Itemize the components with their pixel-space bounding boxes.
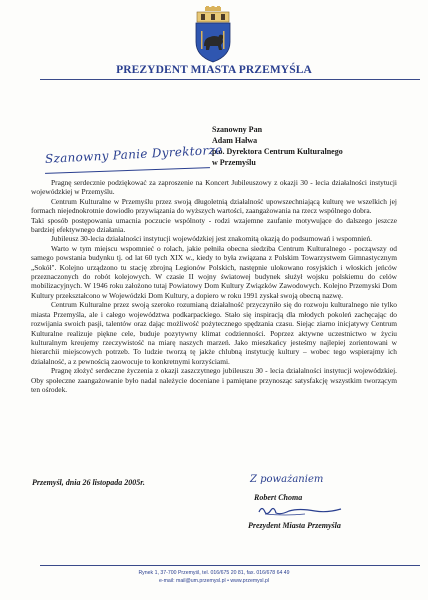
- org-title: PREZYDENT MIASTA PRZEMYŚLA: [116, 64, 312, 76]
- paragraph-thanks: Pragnę serdecznie podziękować za zaproszenie na Koncert Jubileuszowy z okazji 30 - lecia działalności instytucji wojewódzkiej w Przemyślu.: [31, 178, 397, 197]
- signature-scribble: [255, 503, 345, 519]
- paragraph-community: Taki sposób postępowania umacnia poczucie wspólnoty - rodzi wzajemne zaufanie motywujące do dalszego jeszcze bardziej efektywnego działania.: [31, 215, 397, 235]
- letter-body: [31, 178, 397, 394]
- signatory-name: Robert Choma: [254, 493, 303, 502]
- header-rule: [40, 79, 420, 80]
- recipient-city: w Przemyślu: [212, 158, 256, 167]
- footer-address: Rynek 1, 37-700 Przemyśl, tel. 016/675 20 81, fax. 016/678 64 49: [138, 570, 290, 576]
- handwritten-closing: Z poważaniem: [250, 474, 324, 485]
- footer-contact: e-mail: mail@um.przemysl.pl • www.przemysl.pl: [159, 578, 269, 584]
- signatory-title: Prezydent Miasta Przemyśla: [248, 521, 341, 530]
- handwritten-salutation: Szanowny Panie Dyrektorze: [44, 142, 223, 166]
- paragraph-development: Centrum Kulturalne przez swoją szeroko rozumianą działalność przyczyniło się do rozwoju kulturalnego nie tylko miasta Przemyśla, ale i całego województwa podkarpackiego. Stało się inspiracją dla młodych pokoleń zachęcając do rozwijania swoich pasji, talentów oraz dając możliwość pożytecznego spędzania czasu. Siejąc ziarno inicjatywy Centrum Kulturalne realizuje piękne cele, buduje pozytywny klimat codzienności. Poprzez aktywne uczestnictwo w życiu kulturalnym kreujemy rzeczywistość na miarę naszych marzeń. Jako mieszkańcy jesteśmy najlepiej zorientowani w hierarchii miejscowych potrzeb. To ludzie tworzą tę jakże chlubną instytucję kultury – wobec tego wspierajmy ich działalność, a z pewnością zaowocuje to konkretnymi korzyściami.: [31, 300, 397, 366]
- dateline: Przemyśl, dnia 26 listopada 2005r.: [32, 478, 145, 487]
- salutation-underline: [45, 167, 210, 174]
- recipient-address: [212, 124, 343, 168]
- footer-rule: [40, 565, 420, 566]
- recipient-position: p.o. Dyrektora Centrum Kulturalnego: [212, 147, 343, 156]
- paragraph-jubilee: Jubileusz 30-lecia działalności instytucji wojewódzkiej jest znakomitą okazją do podsumowań i wspomnień.: [51, 234, 373, 244]
- paragraph-history: Warto w tym miejscu wspomnieć o rolach, jakie pełniła obecna siedziba Centrum Kulturalnego - począwszy od samego powstania budynku tj. od lat 60 tych XIX w., kiedy to była związana z Polskim Towarzystwem Gimnastycznym „Sokół". Kolejno urządzono tu stację zbrojną Legionów Polskich, następnie ulokowano rosyjskich i włoskich jeńców przeznaczonych do robót kolejowych. W czasie II wojny światowej budynek służył wojsku polskiemu do celów mobilizacyjnych. W 1946 roku założono tutaj Powiatowy Dom Kultury Związków Zawodowych. Kolejno Przemyski Dom Kultury przekształcono w Wojewódzki Dom Kultury, a dopiero w roku 1991 zyskał swoją obecną nazwę.: [31, 243, 397, 300]
- recipient-name: Adam Hałwa: [212, 136, 258, 145]
- paragraph-activity: Centrum Kulturalne w Przemyślu przez swoją długoletnią działalność upowszechniającą kulturę we wszelkich jej formach niejednokrotnie dowiodło przywiązania do wyższych wartości, zaangażowania na rzecz wspólnego dobra.: [31, 196, 397, 216]
- city-crest-icon: [192, 6, 234, 64]
- recipient-salutation-line: Szanowny Pan: [212, 125, 263, 134]
- paragraph-wishes: Pragnę złożyć serdeczne życzenia z okazji zaszczytnego jubileuszu 30 - lecia działalności instytucji wojewódzkiej. Oby społeczne zaangażowanie było nadal należycie doceniane i pamiętane przynosząc satysfakcję wszystkim tworzącym ten ośrodek.: [31, 366, 397, 394]
